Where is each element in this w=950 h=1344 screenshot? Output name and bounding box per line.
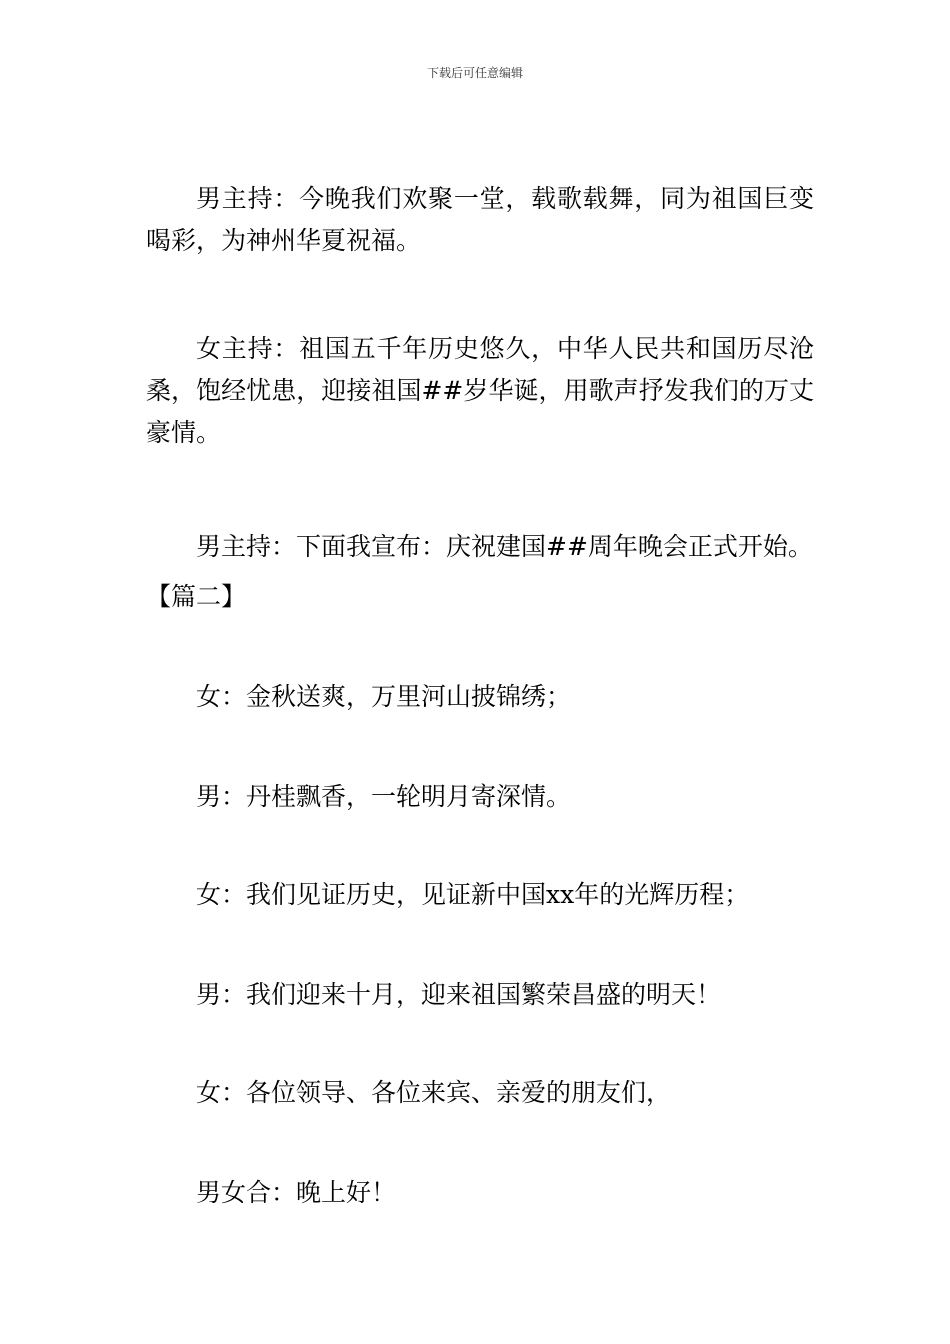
page-header-note: 下载后可任意编辑	[426, 66, 523, 80]
paragraph-male-host-opening: 男主持：今晚我们欢聚一堂，载歌载舞，同为祖国巨变喝彩，为神州华夏祝福。	[146, 184, 814, 255]
dialogue-line: 女：我们见证历史，见证新中国xx年的光辉历程；	[196, 880, 750, 909]
dialogue-line: 男：我们迎来十月，迎来祖国繁荣昌盛的明天！	[196, 980, 722, 1009]
dialogue-line: 女：各位领导、各位来宾、亲爱的朋友们，	[196, 1078, 672, 1107]
section-title: 【篇二】	[146, 582, 247, 611]
paragraph-male-host-announcement: 男主持：下面我宣布：庆祝建国##周年晚会正式开始。	[196, 532, 813, 561]
dialogue-line: 女：金秋送爽，万里河山披锦绣；	[196, 682, 572, 711]
paragraph-female-host-opening: 女主持：祖国五千年历史悠久，中华人民共和国历尽沧桑，饱经忧患，迎接祖国##岁华诞，用歌声抒发我们的万丈豪情。	[146, 334, 814, 447]
dialogue-line: 男：丹桂飘香，一轮明月寄深情。	[196, 782, 572, 811]
dialogue-line: 男女合：晚上好！	[196, 1178, 397, 1207]
